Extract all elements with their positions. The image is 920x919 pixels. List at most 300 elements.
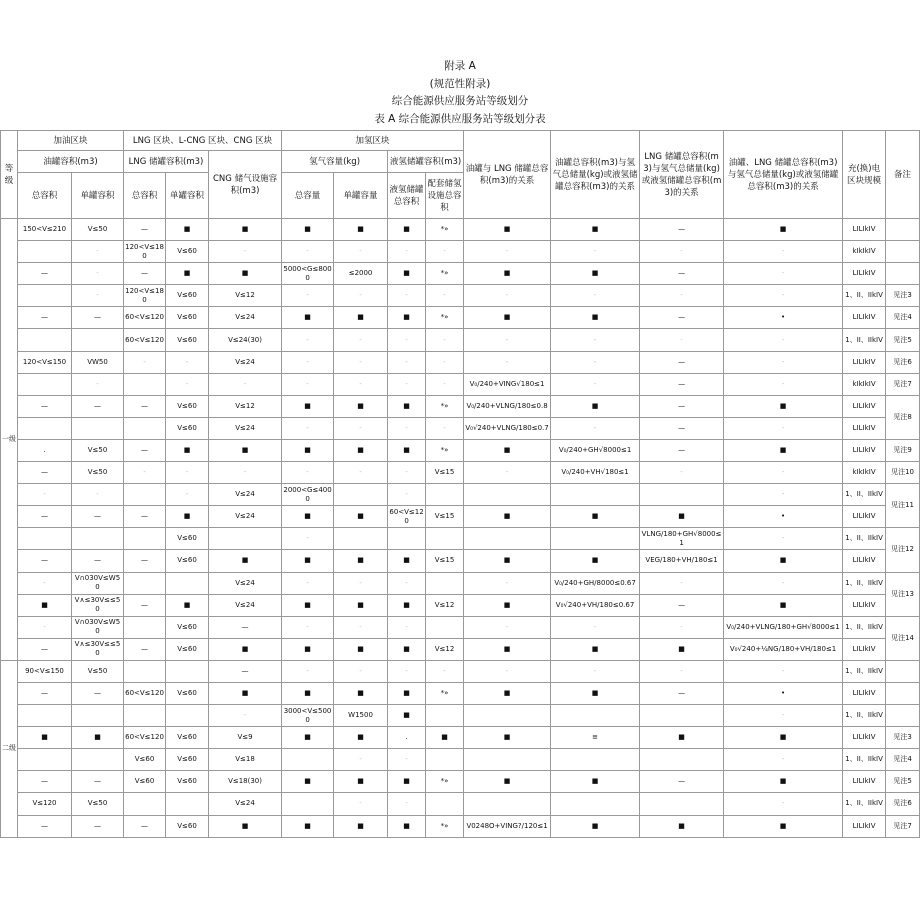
table-cell: V≤60 xyxy=(166,749,209,771)
table-cell xyxy=(551,705,640,727)
table-cell: ■ xyxy=(464,307,551,329)
header-charging: 充(换)电区块规模 xyxy=(843,131,886,219)
table-cell: - xyxy=(426,329,464,351)
table-cell: ■ xyxy=(724,815,843,837)
table-cell: - xyxy=(388,373,426,395)
table-cell: *» xyxy=(426,439,464,461)
header-lng-single-vol: 单罐容积 xyxy=(166,173,209,219)
table-row xyxy=(1,638,920,660)
table-cell: 1、II、IIkIV xyxy=(843,572,886,594)
table-row xyxy=(1,373,920,395)
remark-cell: 见注7 xyxy=(886,815,920,837)
table-cell: — xyxy=(209,660,282,682)
table-cell: — xyxy=(640,351,724,373)
table-cell: - xyxy=(282,373,334,395)
table-cell: 1、II、IIkIV xyxy=(843,329,886,351)
table-cell: — xyxy=(18,682,72,704)
table-row xyxy=(1,771,920,793)
table-cell: V₀/240+GH/8000≤0.67 xyxy=(551,572,640,594)
table-cell xyxy=(166,572,209,594)
table-cell: ■ xyxy=(426,727,464,749)
table-cell: V≤24 xyxy=(209,484,282,506)
table-cell xyxy=(464,484,551,506)
table-cell: LILIkIV xyxy=(843,771,886,793)
table-cell xyxy=(551,528,640,550)
table-cell: - xyxy=(282,660,334,682)
table-row xyxy=(1,727,920,749)
table-cell: 1、II、IIkIV xyxy=(843,528,886,550)
table-cell: — xyxy=(124,219,166,241)
table-cell: ■ xyxy=(724,395,843,417)
table-cell: ■ xyxy=(209,638,282,660)
table-cell: - xyxy=(334,660,388,682)
table-cell: — xyxy=(18,307,72,329)
table-cell: VW50 xyxy=(72,351,124,373)
table-cell xyxy=(18,329,72,351)
table-cell: V≤60 xyxy=(124,771,166,793)
table-cell: — xyxy=(124,395,166,417)
table-row xyxy=(1,329,920,351)
table-cell: V≤60 xyxy=(166,682,209,704)
table-cell: - xyxy=(282,616,334,638)
table-cell xyxy=(282,749,334,771)
table-cell: LILIkIV xyxy=(843,395,886,417)
header-grade: 等级 xyxy=(1,131,18,219)
table-cell: — xyxy=(640,219,724,241)
table-cell: - xyxy=(426,351,464,373)
table-cell: ■ xyxy=(464,439,551,461)
table-cell: V₀/240+VLNG/180≤0.8 xyxy=(464,395,551,417)
table-cell: ■ xyxy=(334,506,388,528)
header-h2-total-cap: 总容量 xyxy=(282,173,334,219)
table-cell: kIkIkIV xyxy=(843,241,886,263)
table-cell xyxy=(426,749,464,771)
table-cell: - xyxy=(426,285,464,307)
table-cell: - xyxy=(18,484,72,506)
table-cell: - xyxy=(334,417,388,439)
table-cell xyxy=(72,749,124,771)
table-cell: - xyxy=(640,329,724,351)
table-row xyxy=(1,616,920,638)
table-cell xyxy=(426,793,464,815)
table-cell: — xyxy=(640,771,724,793)
table-cell: - xyxy=(72,263,124,285)
table-cell: V₀/240+VLNG/180+GH√8000≤1 xyxy=(724,616,843,638)
table-cell: - xyxy=(282,329,334,351)
table-cell: — xyxy=(124,594,166,616)
table-cell: ■ xyxy=(640,506,724,528)
table-row xyxy=(1,506,920,528)
table-cell: - xyxy=(551,660,640,682)
table-cell: . xyxy=(18,439,72,461)
table-cell: *» xyxy=(426,771,464,793)
table-cell: - xyxy=(640,660,724,682)
table-cell: - xyxy=(209,705,282,727)
table-cell: ■ xyxy=(334,307,388,329)
table-cell: VLNG/180+GH√8000≤1 xyxy=(640,528,724,550)
table-cell: 1、II、IIkIV xyxy=(843,484,886,506)
remark-cell: 见注4 xyxy=(886,749,920,771)
table-cell: 90<V≤150 xyxy=(18,660,72,682)
table-cell xyxy=(166,793,209,815)
table-cell: - xyxy=(388,484,426,506)
table-cell: - xyxy=(334,285,388,307)
document-title: 综合能源供应服务站等级划分 xyxy=(391,95,529,107)
remark-cell: 见注6 xyxy=(886,793,920,815)
heading-block xyxy=(0,58,920,128)
table-row xyxy=(1,660,920,682)
table-cell xyxy=(18,705,72,727)
table-cell: • xyxy=(724,682,843,704)
table-cell xyxy=(18,749,72,771)
table-cell xyxy=(426,616,464,638)
table-cell xyxy=(640,705,724,727)
table-cell: ■ xyxy=(282,682,334,704)
table-cell: V≤50 xyxy=(72,660,124,682)
table-cell xyxy=(209,528,282,550)
header-oil-tank-vol: 油罐容积(m3) xyxy=(18,151,124,173)
remark-cell: 见注8 xyxy=(886,395,920,439)
table-cell: - xyxy=(724,462,843,484)
table-cell: LILIkIV xyxy=(843,307,886,329)
table-cell xyxy=(166,660,209,682)
header-lng-tank-vol: LNG 储罐容积(m3) xyxy=(124,151,209,173)
table-cell: ■ xyxy=(724,727,843,749)
table-cell: V≤50 xyxy=(72,793,124,815)
table-cell: ■ xyxy=(334,682,388,704)
table-cell: - xyxy=(724,528,843,550)
table-cell: — xyxy=(124,815,166,837)
table-cell: LILIkIV xyxy=(843,727,886,749)
table-cell xyxy=(124,572,166,594)
table-cell: - xyxy=(724,329,843,351)
table-cell: - xyxy=(209,462,282,484)
table-cell: LILIkIV xyxy=(843,219,886,241)
remark-cell: 见注4 xyxy=(886,307,920,329)
table-cell: LILIkIV xyxy=(843,815,886,837)
table-cell: V₀/240+VING√180≤1 xyxy=(464,373,551,395)
table-cell: - xyxy=(334,462,388,484)
table-cell: V≤60 xyxy=(166,417,209,439)
table-cell: - xyxy=(724,263,843,285)
table-cell: ■ xyxy=(282,506,334,528)
table-cell: ■ xyxy=(551,307,640,329)
table-cell: - xyxy=(388,351,426,373)
table-cell: - xyxy=(282,285,334,307)
table-cell: - xyxy=(18,572,72,594)
table-cell: LILIkIV xyxy=(843,417,886,439)
remark-cell xyxy=(886,263,920,285)
table-cell: ■ xyxy=(282,219,334,241)
table-cell: ■ xyxy=(166,263,209,285)
table-cell: VEG/180+VH/180≤1 xyxy=(640,550,724,572)
table-cell: V≤12 xyxy=(209,285,282,307)
table-cell: ■ xyxy=(388,439,426,461)
table-row xyxy=(1,417,920,439)
table-cell: - xyxy=(166,462,209,484)
table-cell: V≤50 xyxy=(72,462,124,484)
table-cell: ■ xyxy=(724,439,843,461)
table-cell: V∩030V≤W50 xyxy=(72,616,124,638)
table-cell: ■ xyxy=(388,815,426,837)
table-cell: V≤18(30) xyxy=(209,771,282,793)
table-cell: - xyxy=(724,241,843,263)
remark-cell: 见注6 xyxy=(886,351,920,373)
table-cell: V≤60 xyxy=(166,616,209,638)
table-cell: *» xyxy=(426,682,464,704)
table-cell: - xyxy=(388,417,426,439)
remark-cell: 见注10 xyxy=(886,462,920,484)
header-lng-block: LNG 区块、L-CNG 区块、CNG 区块 xyxy=(124,131,282,151)
table-cell: W1500 xyxy=(334,705,388,727)
table-cell xyxy=(72,705,124,727)
table-cell: - xyxy=(551,351,640,373)
table-cell: - xyxy=(72,285,124,307)
table-cell xyxy=(464,528,551,550)
table-cell: — xyxy=(18,263,72,285)
table-cell: - xyxy=(464,616,551,638)
table-cell xyxy=(124,793,166,815)
remark-cell xyxy=(886,705,920,727)
table-row xyxy=(1,594,920,616)
table-cell: ■ xyxy=(551,550,640,572)
table-cell xyxy=(334,528,388,550)
table-cell xyxy=(426,572,464,594)
table-cell: - xyxy=(426,241,464,263)
remark-cell: 见注13 xyxy=(886,572,920,616)
remark-cell xyxy=(886,660,920,682)
table-cell: V₀/240+GH√8000≤1 xyxy=(551,439,640,461)
table-cell: ■ xyxy=(282,439,334,461)
table-cell: ■ xyxy=(551,638,640,660)
table-cell: ■ xyxy=(640,638,724,660)
header-cng-vol: CNG 储气设施容积(m3) xyxy=(209,151,282,219)
table-cell: ≤2000 xyxy=(334,263,388,285)
table-cell: - xyxy=(282,241,334,263)
table-cell: V₀√240+¼NG/180+VH/180≤1 xyxy=(724,638,843,660)
table-cell: ■ xyxy=(464,550,551,572)
table-cell xyxy=(640,749,724,771)
table-cell: - xyxy=(724,484,843,506)
table-cell: V≤24 xyxy=(209,417,282,439)
table-cell: V≤12 xyxy=(426,594,464,616)
table-cell: ■ xyxy=(388,594,426,616)
table-cell xyxy=(124,484,166,506)
table-cell: - xyxy=(334,572,388,594)
table-row xyxy=(1,528,920,550)
header-oil-block: 加油区块 xyxy=(18,131,124,151)
table-cell: ■ xyxy=(640,727,724,749)
table-cell: ■ xyxy=(464,771,551,793)
table-cell xyxy=(72,329,124,351)
table-cell: ■ xyxy=(334,439,388,461)
table-row xyxy=(1,219,920,241)
table-row xyxy=(1,749,920,771)
table-cell: *» xyxy=(426,263,464,285)
table-cell: V≤60 xyxy=(124,749,166,771)
table-cell: ■ xyxy=(334,727,388,749)
table-cell: 1、II、IIkIV xyxy=(843,616,886,638)
table-cell: V0248O+VING?/120≤1 xyxy=(464,815,551,837)
table-cell: - xyxy=(334,373,388,395)
table-cell: V∧≤30V≤≤50 xyxy=(72,594,124,616)
table-cell: V≤60 xyxy=(166,285,209,307)
remark-cell: 见注3 xyxy=(886,727,920,749)
table-cell xyxy=(124,373,166,395)
table-cell: ■ xyxy=(551,263,640,285)
table-cell: 1、II、IIkIV xyxy=(843,749,886,771)
table-cell: - xyxy=(464,351,551,373)
table-cell: ■ xyxy=(282,395,334,417)
table-cell: ■ xyxy=(209,439,282,461)
table-cell: - xyxy=(388,793,426,815)
table-cell xyxy=(72,528,124,550)
table-body xyxy=(1,219,920,838)
table-row xyxy=(1,705,920,727)
table-cell: - xyxy=(72,484,124,506)
table-cell xyxy=(166,705,209,727)
table-cell: kIkIkIV xyxy=(843,373,886,395)
header-remark: 备注 xyxy=(886,131,920,219)
table-cell: V≤9 xyxy=(209,727,282,749)
table-cell xyxy=(334,484,388,506)
table-cell: V₀√240+VLNG/180≤0.7 xyxy=(464,417,551,439)
table-cell: V≤60 xyxy=(166,528,209,550)
table-cell: - xyxy=(72,373,124,395)
table-cell: - xyxy=(209,241,282,263)
table-cell: LILIkIV xyxy=(843,263,886,285)
table-cell: ■ xyxy=(388,307,426,329)
table-cell: ■ xyxy=(282,550,334,572)
table-cell: ■ xyxy=(209,682,282,704)
remark-cell xyxy=(886,241,920,263)
table-cell: - xyxy=(334,793,388,815)
table-cell: - xyxy=(209,373,282,395)
grade-table xyxy=(0,130,920,838)
table-cell: 60<V≤120 xyxy=(388,506,426,528)
table-cell: ■ xyxy=(464,594,551,616)
table-row xyxy=(1,682,920,704)
table-cell xyxy=(282,793,334,815)
table-cell: kIkIkIV xyxy=(843,462,886,484)
table-cell: - xyxy=(640,462,724,484)
table-cell xyxy=(124,528,166,550)
table-cell: LILIkIV xyxy=(843,682,886,704)
table-cell: ■ xyxy=(388,550,426,572)
table-row xyxy=(1,241,920,263)
table-cell: — xyxy=(18,395,72,417)
table-cell: ■ xyxy=(282,594,334,616)
table-cell: — xyxy=(209,616,282,638)
remark-cell: 见注11 xyxy=(886,484,920,528)
table-cell: V≤60 xyxy=(166,771,209,793)
table-cell: — xyxy=(72,550,124,572)
table-cell: - xyxy=(72,241,124,263)
table-cell: 1、II、IIkIV xyxy=(843,660,886,682)
table-cell: — xyxy=(18,506,72,528)
table-cell: - xyxy=(551,329,640,351)
table-cell: V≤60 xyxy=(166,307,209,329)
table-cell xyxy=(426,705,464,727)
table-cell: - xyxy=(334,241,388,263)
table-cell: — xyxy=(124,506,166,528)
table-cell: - xyxy=(724,373,843,395)
table-row xyxy=(1,307,920,329)
table-cell: — xyxy=(640,682,724,704)
grade-cell: 二级 xyxy=(1,660,18,837)
table-cell: - xyxy=(464,329,551,351)
table-cell: ■ xyxy=(551,682,640,704)
table-cell: LILIkIV xyxy=(843,550,886,572)
table-cell: ■ xyxy=(464,219,551,241)
table-cell: - xyxy=(551,616,640,638)
table-cell xyxy=(124,660,166,682)
table-cell: — xyxy=(72,771,124,793)
table-cell: ■ xyxy=(464,682,551,704)
table-cell: - xyxy=(166,373,209,395)
table-cell: - xyxy=(551,241,640,263)
table-cell: V≤60 xyxy=(166,329,209,351)
table-cell: ■ xyxy=(282,815,334,837)
table-cell: ■ xyxy=(551,771,640,793)
table-cell: ■ xyxy=(640,815,724,837)
table-cell: — xyxy=(640,417,724,439)
table-cell: ■ xyxy=(388,682,426,704)
table-cell: - xyxy=(724,285,843,307)
table-cell: - xyxy=(388,329,426,351)
table-cell: V≤24 xyxy=(209,594,282,616)
table-cell: LILIkIV xyxy=(843,506,886,528)
table-cell: — xyxy=(72,506,124,528)
table-cell: 3000<V≤5000 xyxy=(282,705,334,727)
table-cell: ■ xyxy=(334,594,388,616)
table-cell xyxy=(464,793,551,815)
table-cell: ■ xyxy=(166,219,209,241)
table-cell xyxy=(18,373,72,395)
table-row xyxy=(1,793,920,815)
table-cell: - xyxy=(388,285,426,307)
table-cell: V≤18 xyxy=(209,749,282,771)
header-lh2-vol: 液氢储罐容积(m3) xyxy=(388,151,464,173)
table-cell xyxy=(640,484,724,506)
table-cell: ■ xyxy=(388,638,426,660)
table-cell: - xyxy=(640,616,724,638)
table-cell: *» xyxy=(426,815,464,837)
table-cell: V≤15 xyxy=(426,550,464,572)
table-row xyxy=(1,263,920,285)
table-row xyxy=(1,815,920,837)
table-cell: — xyxy=(18,462,72,484)
table-cell: - xyxy=(334,329,388,351)
table-cell: ■ xyxy=(209,815,282,837)
table-cell xyxy=(18,528,72,550)
table-cell xyxy=(124,705,166,727)
table-cell: ■ xyxy=(724,594,843,616)
table-cell: - xyxy=(464,660,551,682)
table-cell: 60<V≤120 xyxy=(124,307,166,329)
header-lng-total-vol: 总容积 xyxy=(124,173,166,219)
table-cell: • xyxy=(724,307,843,329)
table-cell: ■ xyxy=(282,771,334,793)
header-h2-single-cap: 单罐容量 xyxy=(334,173,388,219)
table-cell: ■ xyxy=(209,263,282,285)
table-cell: . xyxy=(388,727,426,749)
remark-cell: 见注5 xyxy=(886,771,920,793)
table-cell: V≤50 xyxy=(72,219,124,241)
remark-cell: 见注9 xyxy=(886,439,920,461)
table-cell: ■ xyxy=(334,219,388,241)
header-rel-oil-lng: 油罐与 LNG 储罐总容积(m3)的关系 xyxy=(464,131,551,219)
